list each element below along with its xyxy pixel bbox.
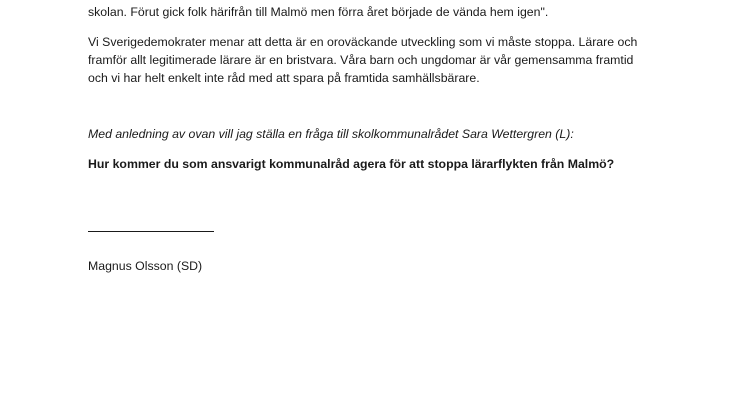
question-text: Hur kommer du som ansvarigt kommunalråd agera för att stoppa lärarflykten från Malmö? <box>88 157 615 171</box>
paragraph-body <box>88 33 668 87</box>
signature-name: Magnus Olsson (SD) <box>88 259 203 273</box>
paragraph-top: skolan. Förut gick folk härifrån till Malmö men förra året började de vända hem igen". <box>88 5 549 19</box>
paragraph-body-line: framför allt legitimerade lärare är en bristvara. Våra barn och ungdomar är vår gemensamma framtid <box>88 53 634 67</box>
document-page <box>88 3 668 275</box>
paragraph-body-line: och vi har helt enkelt inte råd med att spara på framtida samhällsbärare. <box>88 71 480 85</box>
signature-block <box>88 219 668 275</box>
signature-line <box>88 219 214 232</box>
paragraph-body-line: Vi Sverigedemokrater menar att detta är en oroväckande utveckling som vi måste stoppa. Lärare och <box>88 35 638 49</box>
question-intro: Med anledning av ovan vill jag ställa en fråga till skolkommunalrådet Sara Wettergren (L): <box>88 127 574 141</box>
